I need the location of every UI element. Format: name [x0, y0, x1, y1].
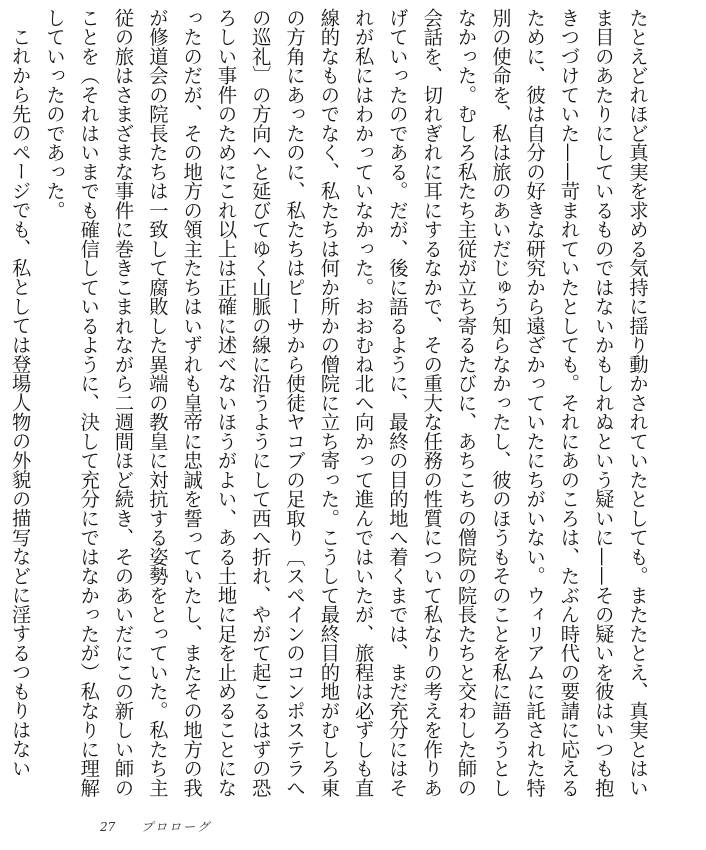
- running-title: プロローグ: [141, 820, 212, 834]
- page-number: 27: [100, 820, 116, 834]
- paragraph: これから先のページでも、私としては登場人物の外貌の描写などに淫するつもりはない: [8, 27, 32, 778]
- page-footer: [100, 818, 211, 835]
- vertical-text-body: [8, 8, 654, 804]
- paragraph: たとえどれほど真実を求める気持に揺り動かされていたとしても。またたとえ、真実とはいま目のあたりにしているものではないかもしれぬという疑いに——その疑いを彼はいつも抱きつづけていた——苛まれていたとしても。それにあのころは、たぶん時代の要請に応えるために、彼は自分の好きな研究から遠ざかっていたにちがいない。ウィリアムに託された特別の使命を、私は旅のあいだじゅう知らなかったし、彼のほうもそのことを私に語ろうとしなかった。むしろ私たち主従が立ち寄るたびに、あちこちの僧院の院長たちと交わした師の会話を、切れぎれに耳にするなかで、その重大な任務の性質について私なりの考えを作りあげていったのである。だが、後に語るように、最終の目的地へ着くまでは、まだ充分にはそれが私にはわかっていなかった。おおむね北へ向かって進んではいたが、旅程は必ずしも直線的なものでなく、私たちは何か所かの僧院に立ち寄った。こうして最終目的地がむしろ東の方角にあったのに、私たちはピーサから使徒ヤコブの足取り〔スペインのコンポステラへの巡礼〕の方向へと延びてゆく山脈の線に沿うようにして西へ折れ、やがて起こるはずの恐ろしい事件のためにこれ以上は正確に述べないほうがよい、ある土地に足を止めることになったのだが、その地方の領主たちはいずれも皇帝に忠誠を誓っていたし、またその地方の我が修道会の院長たちは一致して腐敗した異端の教皇に対抗する姿勢をとっていた。私たち主従の旅はさまざまな事件に巻きこまれながら二週間ほど続き、そのあいだにこの新しい師のことを（それはいまでも確信しているように、決して充分にではなかったが）私なりに理解していったのであった。: [42, 8, 649, 798]
